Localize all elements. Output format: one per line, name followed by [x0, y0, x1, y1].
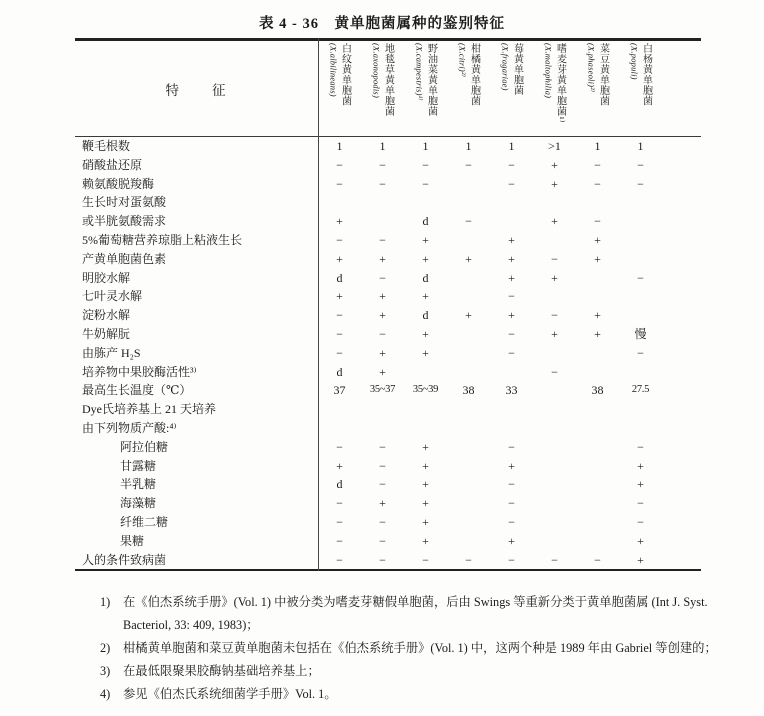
table-cell: −: [637, 270, 644, 285]
table-cell: [619, 400, 662, 419]
table-body: [75, 137, 701, 571]
table-cell: [447, 231, 490, 250]
table-cell: −: [379, 458, 386, 473]
table-cell: 1: [422, 139, 429, 153]
table-cell: +: [637, 552, 644, 567]
table-row: [75, 494, 701, 513]
table-cell: [533, 287, 576, 306]
table-cell: d: [422, 308, 429, 323]
row-label: 半乳糖: [120, 477, 157, 492]
table-cell: +: [422, 477, 429, 492]
table-cell: [361, 212, 404, 231]
table-cell: −: [508, 514, 515, 529]
footnote-marker: 4): [100, 687, 111, 702]
species-name-cn: 地毯草黄单胞菌: [382, 43, 394, 117]
table-cell: −: [637, 176, 644, 191]
species-name-latin: (X.campestris)¹⁾: [414, 43, 425, 101]
table-cell: −: [336, 232, 343, 247]
species-column-header: [533, 41, 576, 136]
row-label: 或半胱氨酸需求: [82, 214, 167, 229]
table-cell: 38: [591, 383, 604, 398]
table-cell: −: [336, 439, 343, 454]
table-cell: −: [379, 477, 386, 492]
table-cell: [533, 532, 576, 551]
table-cell: −: [508, 552, 515, 567]
table-cell: [576, 363, 619, 382]
table-cell: +: [379, 496, 386, 511]
table-cell: [404, 363, 447, 382]
table-cell: +: [422, 289, 429, 304]
table-cell: >1: [548, 139, 561, 153]
table-row: [75, 175, 701, 194]
table-cell: +: [379, 251, 386, 266]
table-cell: −: [379, 176, 386, 191]
table-cell: [533, 438, 576, 457]
table-cell: [447, 457, 490, 476]
table-cell: +: [637, 458, 644, 473]
row-label: 培养物中果胶酶活性³⁾: [82, 364, 197, 379]
species-column-header: [404, 41, 447, 136]
species-name-cn: 白杨黄单胞菌: [640, 43, 652, 106]
characteristics-table: [75, 38, 701, 571]
footnote-text: 在最低限聚果胶酶钠基础培养基上；: [123, 664, 320, 679]
table-row: [75, 532, 701, 551]
species-vertical-text: [415, 41, 437, 136]
row-label: 纤维二糖: [120, 514, 169, 529]
table-cell: 慢: [634, 326, 647, 341]
table-cell: [318, 193, 361, 212]
species-name-cn: 柑橘黄单胞菌: [468, 43, 480, 106]
table-cell: [619, 306, 662, 325]
row-label: 阿拉伯糖: [120, 439, 169, 454]
table-cell: +: [551, 176, 558, 191]
row-label: 鞭毛根数: [82, 139, 131, 153]
footnote-marker: 3): [100, 664, 111, 679]
table-cell: +: [422, 514, 429, 529]
table-cell: −: [594, 157, 601, 172]
table-row: [75, 287, 701, 306]
table-cell: [361, 400, 404, 419]
species-vertical-text: [372, 41, 394, 136]
table-cell: −: [508, 439, 515, 454]
table-cell: −: [594, 552, 601, 567]
table-cell: [447, 513, 490, 532]
table-cell: +: [465, 308, 472, 323]
table-cell: [619, 363, 662, 382]
table-cell: d: [336, 364, 343, 379]
row-label: 海藻糖: [120, 496, 157, 511]
table-cell: +: [551, 270, 558, 285]
table-cell: [576, 457, 619, 476]
table-cell: +: [465, 251, 472, 266]
row-label: 最高生长温度（℃）: [82, 383, 192, 398]
table-row: [75, 306, 701, 325]
table-cell: [318, 400, 361, 419]
table-cell: [533, 513, 576, 532]
table-cell: +: [637, 533, 644, 548]
table-cell: +: [422, 496, 429, 511]
table-cell: +: [594, 326, 601, 341]
row-label: 由下列物质产酸:⁴⁾: [82, 420, 177, 435]
table-cell: −: [336, 552, 343, 567]
table-cell: [361, 419, 404, 438]
feature-header-cell: 特 征: [165, 82, 228, 98]
table-cell: +: [551, 214, 558, 229]
table-cell: −: [336, 308, 343, 323]
row-label: 生长时对蛋氨酸: [82, 195, 167, 210]
table-cell: [404, 400, 447, 419]
species-vertical-text: [458, 41, 480, 136]
table-cell: +: [422, 458, 429, 473]
species-name-latin: (X.albilineans): [328, 43, 339, 97]
table-cell: +: [637, 477, 644, 492]
row-label: 赖氨酸脱羧酶: [82, 176, 155, 191]
table-cell: [576, 287, 619, 306]
table-cell: 1: [594, 139, 601, 153]
table-cell: −: [508, 496, 515, 511]
table-row: [75, 363, 701, 382]
row-label: 淀粉水解: [82, 308, 131, 323]
table-cell: [447, 269, 490, 288]
table-cell: [447, 494, 490, 513]
table-cell: d: [422, 214, 429, 229]
table-cell: [533, 381, 576, 400]
row-label: 硝酸盐还原: [82, 157, 143, 172]
table-cell: [490, 193, 533, 212]
table-cell: [619, 250, 662, 269]
table-cell: d: [336, 270, 343, 285]
table-cell: −: [336, 496, 343, 511]
row-label: 5%葡萄糖营养琼脂上粘液生长: [82, 232, 242, 247]
species-name-latin: (X.maltophilia): [543, 43, 554, 99]
table-cell: +: [379, 345, 386, 360]
footnote: [100, 591, 744, 637]
table-cell: +: [508, 308, 515, 323]
species-vertical-text: [329, 41, 351, 136]
table-row: [75, 551, 701, 570]
table-cell: [576, 193, 619, 212]
table-cell: 35~37: [369, 384, 396, 396]
table-cell: [576, 532, 619, 551]
footnote-marker: 2): [100, 641, 111, 656]
table-cell: −: [637, 345, 644, 360]
footnote: [100, 660, 744, 683]
table-cell: [576, 475, 619, 494]
table-cell: −: [336, 345, 343, 360]
footnote-text: 在《伯杰系统手册》(Vol. 1) 中被分类为嗜麦芽糖假单胞菌，后由 Swings 等重新分类于黄单胞菌属 (Int J. Syst. Bacteriol, 33: 409, 1983)；: [123, 595, 708, 633]
table-cell: 1: [379, 139, 386, 153]
table-cell: [447, 363, 490, 382]
footnote: [100, 683, 744, 706]
table-cell: −: [637, 496, 644, 511]
table-cell: −: [336, 157, 343, 172]
table-cell: [447, 419, 490, 438]
table-cell: [447, 175, 490, 194]
table-row: [75, 475, 701, 494]
table-cell: [619, 419, 662, 438]
row-label: Dye氏培养基上 21 天培养: [82, 402, 216, 417]
table-cell: −: [379, 533, 386, 548]
table-cell: −: [508, 157, 515, 172]
table-cell: −: [551, 364, 558, 379]
species-name-latin: (X.axonopodis): [371, 43, 382, 98]
table-cell: [490, 400, 533, 419]
table-cell: +: [379, 289, 386, 304]
table-cell: [533, 193, 576, 212]
table-cell: −: [594, 214, 601, 229]
table-cell: +: [422, 251, 429, 266]
table-row: [75, 400, 701, 419]
table-cell: −: [379, 157, 386, 172]
table-cell: +: [508, 232, 515, 247]
table-cell: +: [422, 232, 429, 247]
table-cell: 38: [462, 383, 475, 398]
species-column-header: [490, 41, 533, 136]
table-cell: −: [379, 270, 386, 285]
table-cell: −: [336, 514, 343, 529]
table-cell: [533, 494, 576, 513]
row-label: 由胨产 H₂S: [82, 345, 141, 360]
table-cell: [447, 287, 490, 306]
table-cell: d: [422, 270, 429, 285]
table-cell: [576, 494, 619, 513]
table-cell: [318, 419, 361, 438]
species-name-latin: (X.populi): [629, 43, 640, 80]
table-cell: [619, 287, 662, 306]
table-row: [75, 231, 701, 250]
table-row: [75, 381, 701, 400]
table-cell: 1: [336, 139, 343, 153]
table-cell: +: [336, 214, 343, 229]
footnotes: [100, 591, 744, 706]
table-cell: +: [508, 251, 515, 266]
table-cell: −: [508, 345, 515, 360]
species-vertical-text: [630, 41, 652, 136]
species-vertical-text: [544, 41, 566, 136]
table-cell: −: [379, 552, 386, 567]
table-divider-line: [318, 38, 319, 571]
table-cell: −: [508, 289, 515, 304]
table-cell: [533, 344, 576, 363]
table-cell: +: [336, 251, 343, 266]
species-vertical-text: [587, 41, 609, 136]
footnote-text: 柑橘黄单胞菌和菜豆黄单胞菌未包括在《伯杰系统手册》(Vol. 1) 中，这两个种是 1989 年由 Gabriel 等创建的；: [123, 641, 717, 656]
table-cell: 1: [508, 139, 515, 153]
table-row: [75, 212, 701, 231]
table-cell: +: [551, 326, 558, 341]
table-cell: [447, 325, 490, 344]
table-cell: +: [594, 251, 601, 266]
table-cell: [576, 513, 619, 532]
species-column-header: [318, 41, 361, 136]
table-cell: −: [637, 439, 644, 454]
table-cell: +: [508, 533, 515, 548]
table-cell: [576, 400, 619, 419]
table-cell: +: [422, 326, 429, 341]
table-cell: 1: [637, 139, 644, 153]
table-cell: −: [336, 533, 343, 548]
row-label: 甘露糖: [120, 458, 157, 473]
table-cell: +: [508, 270, 515, 285]
table-cell: [447, 438, 490, 457]
footnote-marker: 1): [100, 595, 111, 610]
table-cell: [576, 438, 619, 457]
table-cell: −: [465, 214, 472, 229]
species-name-cn: 嗜麦芽黄单胞菌¹⁾: [554, 43, 566, 123]
table-cell: −: [508, 477, 515, 492]
table-cell: [576, 269, 619, 288]
table-cell: −: [637, 157, 644, 172]
table-cell: +: [336, 458, 343, 473]
table-cell: 33: [505, 383, 518, 398]
table-row: [75, 137, 701, 156]
table-cell: +: [422, 439, 429, 454]
table-row: [75, 325, 701, 344]
species-name-cn: 莓黄单胞菌: [511, 43, 523, 96]
table-cell: [619, 231, 662, 250]
table-cell: −: [336, 176, 343, 191]
table-cell: 1: [465, 139, 472, 153]
table-cell: [619, 193, 662, 212]
table-row: [75, 344, 701, 363]
table-cell: [490, 363, 533, 382]
table-cell: −: [465, 157, 472, 172]
table-row: [75, 438, 701, 457]
footnote-text: 参见《伯杰氏系统细菌学手册》Vol. 1。: [123, 687, 337, 702]
species-column-header: [576, 41, 619, 136]
species-name-cn: 野油菜黄单胞菌: [425, 43, 437, 117]
row-label: 明胶水解: [82, 270, 131, 285]
table-cell: [447, 532, 490, 551]
table-cell: [533, 419, 576, 438]
species-name-latin: (X.phaseoli)²⁾: [586, 43, 597, 93]
species-name-latin: (X.fragariae): [500, 43, 511, 91]
table-header-row: [75, 38, 701, 137]
species-name-cn: 菜豆黄单胞菌: [597, 43, 609, 106]
table-cell: [490, 212, 533, 231]
table-row: [75, 193, 701, 212]
table-cell: −: [637, 514, 644, 529]
footnote: [100, 637, 744, 660]
table-cell: [576, 344, 619, 363]
table-row: [75, 419, 701, 438]
table-cell: −: [422, 552, 429, 567]
table-cell: [404, 419, 447, 438]
table-cell: [404, 193, 447, 212]
table-cell: +: [594, 232, 601, 247]
table-cell: +: [508, 458, 515, 473]
table-cell: −: [422, 176, 429, 191]
table-cell: [447, 475, 490, 494]
table-cell: −: [379, 514, 386, 529]
row-label: 牛奶解朊: [82, 326, 131, 341]
table-row: [75, 269, 701, 288]
table-cell: −: [465, 552, 472, 567]
table-cell: −: [551, 552, 558, 567]
table-cell: +: [422, 533, 429, 548]
table-cell: [533, 400, 576, 419]
table-cell: −: [508, 176, 515, 191]
table-cell: d: [336, 477, 343, 492]
table-cell: −: [379, 439, 386, 454]
table-cell: [447, 193, 490, 212]
table-cell: [533, 457, 576, 476]
table-cell: [447, 344, 490, 363]
row-label: 产黄单胞菌色素: [82, 251, 167, 266]
table-cell: [361, 193, 404, 212]
row-label: 果糖: [120, 533, 145, 548]
table-cell: [619, 212, 662, 231]
table-cell: [490, 419, 533, 438]
table-cell: 35~39: [412, 384, 439, 396]
table-cell: 37: [333, 383, 346, 398]
table-title: 表 4 - 36 黄单胞菌属种的鉴别特征: [259, 16, 505, 32]
table-cell: −: [594, 176, 601, 191]
table-row: [75, 250, 701, 269]
species-column-header: [361, 41, 404, 136]
species-column-header: [619, 41, 662, 136]
species-name-cn: 白纹黄单胞菌: [339, 43, 351, 106]
table-cell: −: [379, 232, 386, 247]
table-cell: [447, 400, 490, 419]
table-cell: [576, 419, 619, 438]
table-cell: +: [422, 345, 429, 360]
table-row: [75, 457, 701, 476]
table-cell: [533, 475, 576, 494]
species-column-header: [447, 41, 490, 136]
row-label: 人的条件致病菌: [82, 552, 167, 567]
table-cell: +: [551, 157, 558, 172]
table-cell: 27.5: [631, 384, 650, 396]
table-cell: +: [594, 308, 601, 323]
row-label: 七叶灵水解: [82, 289, 143, 304]
table-cell: −: [379, 326, 386, 341]
table-cell: −: [551, 308, 558, 323]
species-name-latin: (X.citri)²⁾: [457, 43, 468, 77]
table-cell: −: [508, 326, 515, 341]
table-cell: [533, 231, 576, 250]
table-cell: +: [379, 308, 386, 323]
table-cell: −: [422, 157, 429, 172]
species-vertical-text: [501, 41, 523, 136]
table-row: [75, 156, 701, 175]
table-cell: −: [336, 326, 343, 341]
table-cell: +: [336, 289, 343, 304]
table-cell: −: [551, 251, 558, 266]
table-cell: +: [379, 364, 386, 379]
table-row: [75, 513, 701, 532]
